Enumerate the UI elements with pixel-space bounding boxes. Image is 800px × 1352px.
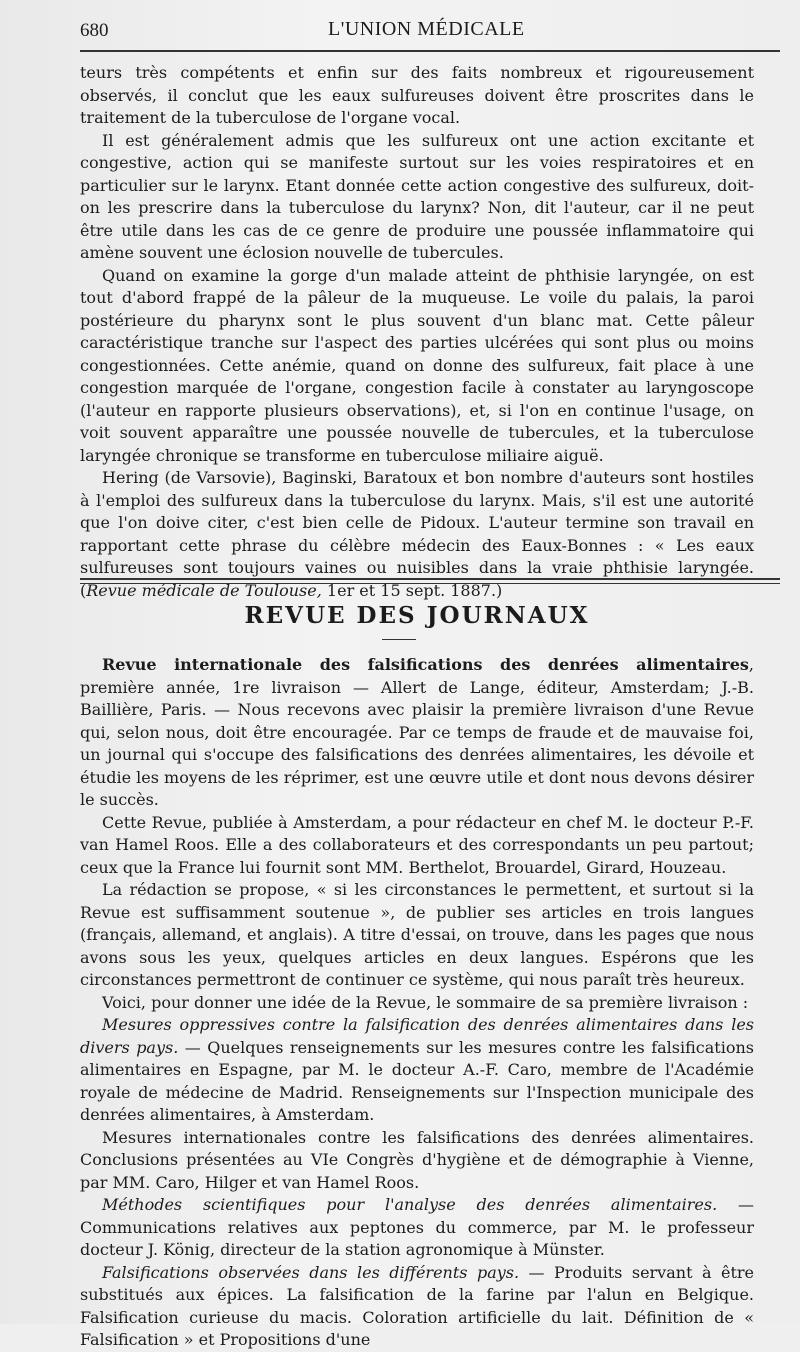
- paragraph-text: — Produits servant à être substitués aux épices. La falsification de la farine par l'alun en Belgique. Falsification curieuse du macis. Coloration artificielle du lait. Définition de « Falsification » et Propositions d'une: [80, 1262, 755, 1349]
- paragraph: [80, 1262, 754, 1352]
- section-divider-thin: [80, 583, 780, 584]
- header-rule: [80, 50, 780, 52]
- paragraph: [80, 1014, 754, 1127]
- article-revue-falsifications: [80, 654, 754, 1352]
- paragraph-text: — Quelques renseignements sur les mesures contre les falsifications alimentaires en Espagne, par M. le docteur A.-F. Caro, membre de l'Académie royale de médecine de Madrid. Renseignements sur l'Inspection municipale des denrées alimentaires, à Amsterdam.: [80, 1037, 754, 1124]
- summary-heading: Falsifications observées dans les différents pays.: [102, 1262, 520, 1282]
- paragraph: [80, 654, 754, 812]
- source-citation: Revue médicale de Toulouse,: [86, 580, 322, 600]
- paragraph-text: Hering (de Varsovie), Baginski, Baratoux et bon nombre d'auteurs sont hostiles à l'emploi des sulfureux dans la tuberculose du larynx. Mais, s'il est une autorité que l'on doive citer, c'est bien celle de Pidoux. L'auteur termine son travail en rapportant cette phrase du célèbre médecin des Eaux-Bonnes : « Les eaux sulfureuses sont toujours vaines ou nuisibles dans la vraie phthisie laryngée. (: [80, 468, 754, 600]
- paragraph: [80, 467, 754, 602]
- page-number: 680: [80, 20, 109, 41]
- section-divider: [80, 578, 780, 580]
- paragraph: [80, 1194, 754, 1262]
- paragraph: Mesures internationales contre les falsifications des denrées alimentaires. Conclusions présentées au VIe Congrès d'hygiène et de démographie à Vienne, par MM. Caro, Hilger et van Hamel Roos.: [80, 1127, 754, 1192]
- section-title: REVUE DES JOURNAUX: [244, 602, 590, 629]
- paragraph: Voici, pour donner une idée de la Revue, le sommaire de sa première livraison :: [102, 992, 749, 1012]
- summary-heading: Méthodes scientifiques pour l'analyse des denrées alimentaires.: [102, 1195, 718, 1214]
- citation-date: 1er et 15 sept. 1887.): [321, 580, 503, 600]
- revue-title: Revue internationale des falsifications des denrées alimentaires: [102, 655, 749, 674]
- title-underline: [382, 639, 416, 640]
- paragraph: Il est généralement admis que les sulfureux ont une action excitante et congestive, action qui se manifeste surtout sur les voies respiratoires et en particulier sur le larynx. Etant donnée cette action congestive des sulfureux, doit-on les prescrire dans la tuberculose du larynx? Non, dit l'auteur, car il ne peut être utile dans les cas de ce genre de produire une poussée inflammatoire qui amène souvent une éclosion nouvelle de tubercules.: [80, 130, 754, 262]
- article-sulfureux: [80, 62, 754, 602]
- running-header: [80, 14, 780, 46]
- paragraph: Quand on examine la gorge d'un malade atteint de phthisie laryngée, on est tout d'abord frappé de la pâleur de la muqueuse. Le voile du palais, la paroi postérieure du pharynx sont le plus souvent d'un blanc mat. Cette pâleur caractéristique tranche sur l'aspect des parties ulcérées qui sont plus ou moins congestionnées. Cette anémie, quand on donne des sulfureux, fait place à une congestion marquée de l'organe, congestion facile à constater au laryngoscope (l'auteur en rapporte plusieurs observations), et, si l'on en continue l'usage, on voit souvent apparaître une poussée nouvelle de tubercules, et la tuberculose laryngée chronique se transforme en tuberculose miliaire aiguë.: [80, 265, 754, 465]
- summary-heading: Mesures oppressives contre la falsification des denrées alimentaires dans les divers pays.: [80, 1015, 754, 1057]
- paragraph: Cette Revue, publiée à Amsterdam, a pour rédacteur en chef M. le docteur P.-F. van Hamel Roos. Elle a des collaborateurs et des correspondants un peu partout; ceux que la France lui fournit sont MM. Berthelot, Brouardel, Girard, Houzeau.: [80, 812, 754, 877]
- paragraph: La rédaction se propose, « si les circonstances le permettent, et surtout si la Revue est suffisamment soutenue », de publier ses articles en trois langues (français, allemand, et anglais). A titre d'essai, on trouve, dans les pages que nous avons sous les yeux, quelques articles en deux langues. Espérons que les circonstances permettront de continuer ce système, qui nous paraît très heureux.: [80, 880, 754, 989]
- paragraph: teurs très compétents et enfin sur des faits nombreux et rigoureusement observés, il conclut que les eaux sulfureuses doivent être proscrites dans le traitement de la tuberculose de l'organe vocal.: [80, 63, 754, 127]
- paragraph-text: , première année, 1re livraison — Allert de Lange, éditeur, Amsterdam; J.-B. Baillière, Paris. — Nous recevons avec plaisir la première livraison d'une Revue qui, selon nous, doit être encouragée. Par ce temps de fraude et de mauvaise foi, un journal qui s'occupe des falsifications des denrées alimentaires, les dévoile et étudie les moyens de les réprimer, est une œuvre utile et dont nous devons désirer le succès.: [80, 655, 754, 809]
- journal-title: L'UNION MÉDICALE: [328, 18, 525, 40]
- paragraph-text: — Communications relatives aux peptones du commerce, par M. le professeur docteur J. König, directeur de la station agronomique à Münster.: [80, 1195, 754, 1259]
